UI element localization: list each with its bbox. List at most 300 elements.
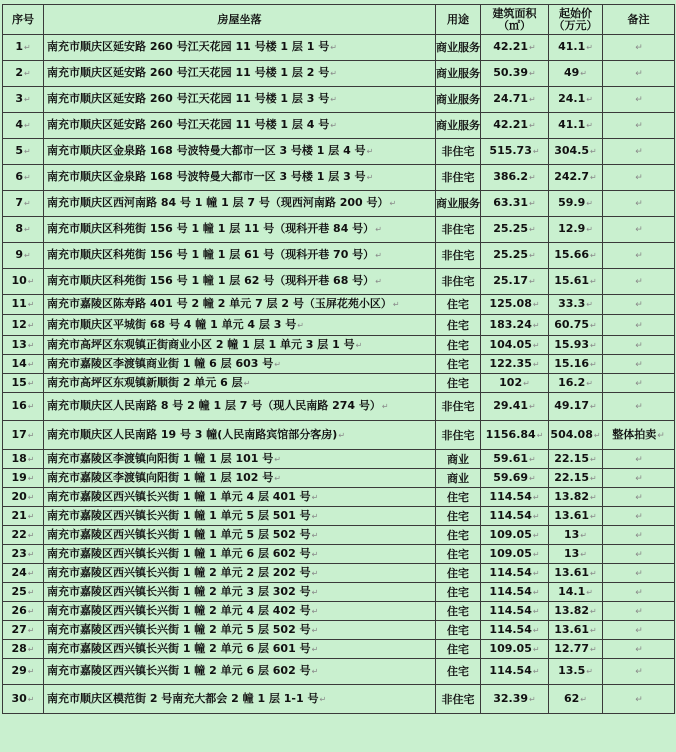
row-area-text: 24.71 [493,92,529,105]
row-area [481,450,549,469]
paragraph-mark: ↵ [532,549,540,559]
paragraph-mark: ↵ [635,300,643,310]
row-number [3,526,44,545]
row-address-text: 南充市嘉陵区西兴镇长兴街 1 幢 2 单元 2 层 202 号 [47,565,311,579]
row-price-text: 13.82 [554,603,590,617]
row-address [44,659,436,685]
table-row [3,602,675,621]
row-address-text: 南充市嘉陵区西兴镇长兴街 1 幢 2 单元 4 层 402 号 [47,603,311,617]
row-number [3,583,44,602]
row-area-text: 386.2 [493,170,529,183]
row-price [549,507,603,526]
row-usage-text: 商业 [447,471,469,485]
row-number [3,113,44,139]
table-row [3,564,675,583]
row-price [549,374,603,393]
row-usage [436,393,481,421]
paragraph-mark: ↵ [23,199,31,208]
row-address [44,583,436,602]
paragraph-mark: ↵ [529,69,536,78]
row-area-text: 109.05 [489,527,532,541]
row-number-text: 20 [11,489,27,503]
paragraph-mark: ↵ [529,173,536,182]
row-address [44,526,436,545]
row-usage-text: 住宅 [447,642,469,656]
row-area-text: 59.69 [493,470,529,484]
paragraph-mark: ↵ [590,147,597,156]
paragraph-mark: ↵ [635,173,643,183]
paragraph-mark: ↵ [529,199,536,208]
row-number-text: 9 [15,248,23,261]
paragraph-mark: ↵ [635,43,643,53]
row-address-text: 南充市高坪区东观镇新顺街 2 单元 6 层 [47,375,243,389]
paragraph-mark: ↵ [529,402,536,411]
paragraph-mark: ↵ [274,454,281,464]
row-usage [436,564,481,583]
row-area [481,507,549,526]
row-price [549,61,603,87]
row-usage [436,659,481,685]
row-number-text: 11 [11,297,27,310]
row-usage [436,374,481,393]
paragraph-mark: ↵ [529,454,536,464]
row-usage-text: 住宅 [447,604,469,618]
row-price [549,602,603,621]
paragraph-mark: ↵ [274,359,281,369]
row-note [603,269,675,295]
paragraph-mark: ↵ [529,43,536,52]
row-number [3,269,44,295]
row-address [44,564,436,583]
row-area [481,217,549,243]
paragraph-mark: ↵ [311,625,319,635]
row-number-text: 15 [11,375,27,389]
row-address-text: 南充市顺庆区金泉路 168 号波特曼大都市一区 3 号楼 1 层 4 号 [47,144,366,157]
paragraph-mark: ↵ [338,430,346,440]
row-usage [436,295,481,315]
row-price-text: 12.9 [558,222,586,235]
paragraph-mark: ↵ [366,147,374,156]
paragraph-mark: ↵ [586,95,593,104]
row-address-text: 南充市嘉陵区李渡镇向阳街 1 幢 1 层 102 号 [47,470,274,484]
row-usage-text: 非住宅 [441,145,475,158]
paragraph-mark: ↵ [635,454,643,465]
row-price [549,355,603,374]
row-area [481,393,549,421]
table-row [3,488,675,507]
paragraph-mark: ↵ [23,251,31,260]
row-area-text: 114.54 [489,508,532,522]
row-price [549,621,603,640]
paragraph-mark: ↵ [635,473,643,484]
row-address [44,393,436,421]
paragraph-mark: ↵ [635,340,643,351]
row-usage-text: 商业服务 [436,41,480,54]
row-address-text: 南充市顺庆区人民南路 8 号 2 幢 1 层 7 号（现人民南路 274 号） [47,399,381,412]
row-note [603,336,675,355]
paragraph-mark: ↵ [27,454,35,464]
row-area-text: 42.21 [493,40,529,53]
row-address-text: 南充市嘉陵区西兴镇长兴街 1 幢 1 单元 6 层 602 号 [47,546,311,560]
row-address [44,640,436,659]
row-address-text: 南充市顺庆区人民南路 19 号 3 幢(人民南路宾馆部分客房) [47,427,338,441]
paragraph-mark: ↵ [355,340,363,350]
row-price-text: 13.61 [554,565,590,579]
paragraph-mark: ↵ [311,511,319,521]
row-number-text: 28 [11,641,27,655]
row-address-text: 南充市嘉陵区西兴镇长兴街 1 幢 2 单元 6 层 602 号 [47,664,311,677]
paragraph-mark: ↵ [311,568,319,578]
row-number-text: 12 [11,317,27,331]
paragraph-mark: ↵ [635,402,643,412]
header-row [3,5,675,35]
paragraph-mark: ↵ [635,587,643,598]
table-row [3,545,675,564]
row-area [481,602,549,621]
paragraph-mark: ↵ [27,340,35,350]
table-row [3,243,675,269]
row-number [3,685,44,714]
paragraph-mark: ↵ [529,277,536,286]
row-address [44,355,436,374]
row-price-text: 49.17 [554,399,590,412]
header-usage: 用途 [436,5,481,35]
row-address [44,139,436,165]
row-usage-text: 商业服务 [436,197,480,210]
paragraph-mark: ↵ [532,644,540,654]
paragraph-mark: ↵ [635,69,643,79]
row-usage-text: 非住宅 [441,223,475,236]
row-note [603,87,675,113]
row-area-text: 59.61 [493,451,529,465]
row-price [549,450,603,469]
property-table [2,4,675,714]
row-address-text: 南充市嘉陵区西兴镇长兴街 1 幢 1 单元 5 层 501 号 [47,508,311,522]
row-area-text: 122.35 [489,356,532,370]
row-number-text: 2 [15,66,23,79]
row-area [481,191,549,217]
row-address [44,165,436,191]
row-address-text: 南充市高坪区东观镇正街商业小区 2 幢 1 层 1 单元 3 层 1 号 [47,337,355,351]
table-row [3,315,675,336]
header-price: 起始价 （万元） [549,5,603,35]
row-number-text: 22 [11,527,27,541]
row-number [3,393,44,421]
row-usage [436,355,481,374]
row-address [44,315,436,336]
paragraph-mark: ↵ [311,492,319,502]
paragraph-mark: ↵ [635,95,643,105]
table-row [3,393,675,421]
table-row [3,469,675,488]
row-price [549,526,603,545]
row-number-text: 27 [11,622,27,636]
row-usage-text: 商业服务 [436,119,480,132]
row-address-text: 南充市顺庆区科苑街 156 号 1 幢 1 层 61 号（现科开巷 70 号） [47,248,375,261]
row-usage [436,165,481,191]
paragraph-mark: ↵ [590,492,597,502]
table-row [3,61,675,87]
paragraph-mark: ↵ [389,199,397,208]
row-usage [436,269,481,295]
row-address-text: 南充市顺庆区科苑街 156 号 1 幢 1 层 11 号（现科开巷 84 号） [47,222,375,235]
row-note [603,602,675,621]
row-usage-text: 住宅 [447,585,469,599]
paragraph-mark: ↵ [523,378,530,388]
paragraph-mark: ↵ [635,644,643,655]
row-area [481,87,549,113]
row-note [603,421,675,450]
row-usage-text: 非住宅 [441,692,475,706]
row-number [3,35,44,61]
table-row [3,659,675,685]
row-price [549,640,603,659]
row-address [44,113,436,139]
row-note [603,507,675,526]
paragraph-mark: ↵ [635,694,643,705]
row-address [44,217,436,243]
table-row [3,526,675,545]
paragraph-mark: ↵ [532,587,540,597]
row-number [3,165,44,191]
row-price [549,685,603,714]
row-address [44,488,436,507]
row-area [481,355,549,374]
paragraph-mark: ↵ [27,402,35,411]
row-area-text: 104.05 [489,337,532,351]
row-price [549,421,603,450]
row-address [44,295,436,315]
row-price [549,165,603,191]
row-area [481,545,549,564]
row-number [3,243,44,269]
paragraph-mark: ↵ [532,568,540,578]
row-number [3,659,44,685]
paragraph-mark: ↵ [532,625,540,635]
paragraph-mark: ↵ [580,69,587,78]
row-price [549,269,603,295]
paragraph-mark: ↵ [590,606,597,616]
paragraph-mark: ↵ [27,694,35,704]
row-price [549,113,603,139]
row-number-text: 14 [11,356,27,370]
row-area-text: 114.54 [489,664,532,677]
table-row [3,336,675,355]
paragraph-mark: ↵ [532,606,540,616]
table-row [3,269,675,295]
paragraph-mark: ↵ [657,430,665,441]
row-price-text: 304.5 [554,144,590,157]
row-note [603,243,675,269]
paragraph-mark: ↵ [586,199,593,208]
table-row [3,640,675,659]
row-note [603,165,675,191]
row-usage [436,315,481,336]
row-note [603,583,675,602]
paragraph-mark: ↵ [586,378,593,388]
row-usage-text: 住宅 [447,338,469,352]
row-area-text: 42.21 [493,118,529,131]
row-usage-text: 商业服务 [436,93,480,106]
row-note [603,640,675,659]
row-note [603,217,675,243]
paragraph-mark: ↵ [532,300,540,309]
row-usage-text: 住宅 [447,490,469,504]
paragraph-mark: ↵ [27,606,35,616]
row-number [3,602,44,621]
paragraph-mark: ↵ [27,277,35,286]
paragraph-mark: ↵ [311,606,319,616]
row-price [549,315,603,336]
row-address-text: 南充市嘉陵区西兴镇长兴街 1 幢 2 单元 3 层 302 号 [47,584,311,598]
paragraph-mark: ↵ [375,251,382,260]
paragraph-mark: ↵ [311,549,319,559]
row-address [44,421,436,450]
paragraph-mark: ↵ [635,511,643,522]
row-number [3,374,44,393]
row-usage [436,61,481,87]
row-address-text: 南充市嘉陵区陈寿路 401 号 2 幢 2 单元 7 层 2 号（玉屏花苑小区） [47,297,392,310]
table-row [3,191,675,217]
paragraph-mark: ↵ [635,606,643,617]
paragraph-mark: ↵ [590,277,597,286]
row-usage [436,87,481,113]
paragraph-mark: ↵ [590,625,597,635]
paragraph-mark: ↵ [590,473,597,483]
paragraph-mark: ↵ [392,300,400,309]
row-number [3,640,44,659]
row-usage [436,217,481,243]
paragraph-mark: ↵ [590,320,597,330]
paragraph-mark: ↵ [590,454,597,464]
row-address-text: 南充市顺庆区模范街 2 号南充大都会 2 幢 1 层 1-1 号 [47,691,319,705]
row-area-text: 125.08 [489,297,532,310]
row-usage-text: 住宅 [447,357,469,371]
row-price [549,488,603,507]
paragraph-mark: ↵ [366,173,374,182]
paragraph-mark: ↵ [330,121,337,130]
row-area [481,243,549,269]
row-area [481,139,549,165]
row-price-text: 15.93 [554,337,590,351]
row-area [481,621,549,640]
row-number-text: 21 [11,508,27,522]
row-note [603,545,675,564]
row-note [603,659,675,685]
paragraph-mark: ↵ [635,121,643,131]
row-area-text: 25.25 [493,248,529,261]
row-usage-text: 住宅 [447,623,469,637]
paragraph-mark: ↵ [590,340,597,350]
row-price [549,336,603,355]
row-price-text: 15.16 [554,356,590,370]
row-number [3,217,44,243]
row-usage [436,113,481,139]
row-area-text: 114.54 [489,603,532,617]
paragraph-mark: ↵ [532,511,540,521]
row-price-text: 13.5 [558,664,586,677]
row-price-text: 60.75 [554,317,590,331]
row-usage-text: 非住宅 [441,171,475,184]
paragraph-mark: ↵ [635,147,643,157]
row-price-text: 22.15 [554,470,590,484]
paragraph-mark: ↵ [27,359,35,369]
row-number [3,139,44,165]
row-area [481,685,549,714]
paragraph-mark: ↵ [27,300,35,309]
paragraph-mark: ↵ [27,568,35,578]
row-number [3,564,44,583]
row-address-text: 南充市嘉陵区西兴镇长兴街 1 幢 2 单元 6 层 601 号 [47,641,311,655]
row-number-text: 10 [11,274,27,287]
row-price-text: 13.61 [554,622,590,636]
table-row [3,35,675,61]
row-usage-text: 住宅 [447,665,469,678]
paragraph-mark: ↵ [635,359,643,370]
paragraph-mark: ↵ [23,69,31,78]
paragraph-mark: ↵ [532,667,540,676]
paragraph-mark: ↵ [586,300,593,309]
row-note [603,621,675,640]
row-address [44,469,436,488]
row-usage [436,621,481,640]
row-area-text: 63.31 [493,196,529,209]
row-price-text: 13.82 [554,489,590,503]
paragraph-mark: ↵ [590,251,597,260]
row-price-text: 16.2 [558,375,586,389]
paragraph-mark: ↵ [635,492,643,503]
row-number-text: 16 [11,399,27,412]
row-usage [436,507,481,526]
row-usage-text: 住宅 [447,509,469,523]
row-usage-text: 商业服务 [436,67,480,80]
row-price-text: 13 [563,546,580,560]
header-address: 房屋坐落 [44,5,436,35]
row-area-text: 25.17 [493,274,529,287]
paragraph-mark: ↵ [529,251,536,260]
table-row [3,621,675,640]
paragraph-mark: ↵ [529,694,536,704]
row-note [603,113,675,139]
paragraph-mark: ↵ [311,644,319,654]
row-address-text: 南充市顺庆区延安路 260 号江天花园 11 号楼 1 层 2 号 [47,66,330,79]
table-row [3,217,675,243]
paragraph-mark: ↵ [330,69,337,78]
row-address [44,336,436,355]
row-address-text: 南充市嘉陵区李渡镇向阳街 1 幢 1 层 101 号 [47,451,274,465]
row-note [603,191,675,217]
row-number [3,315,44,336]
paragraph-mark: ↵ [536,430,544,440]
row-number [3,450,44,469]
row-note [603,374,675,393]
header-note: 备注 [603,5,675,35]
table-row [3,165,675,191]
row-note [603,393,675,421]
row-number-text: 13 [11,337,27,351]
paragraph-mark: ↵ [590,511,597,521]
paragraph-mark: ↵ [590,568,597,578]
row-price [549,243,603,269]
row-address [44,450,436,469]
row-number [3,336,44,355]
row-number [3,545,44,564]
row-note [603,355,675,374]
paragraph-mark: ↵ [532,147,540,156]
paragraph-mark: ↵ [635,549,643,560]
paragraph-mark: ↵ [243,378,251,388]
row-address [44,61,436,87]
